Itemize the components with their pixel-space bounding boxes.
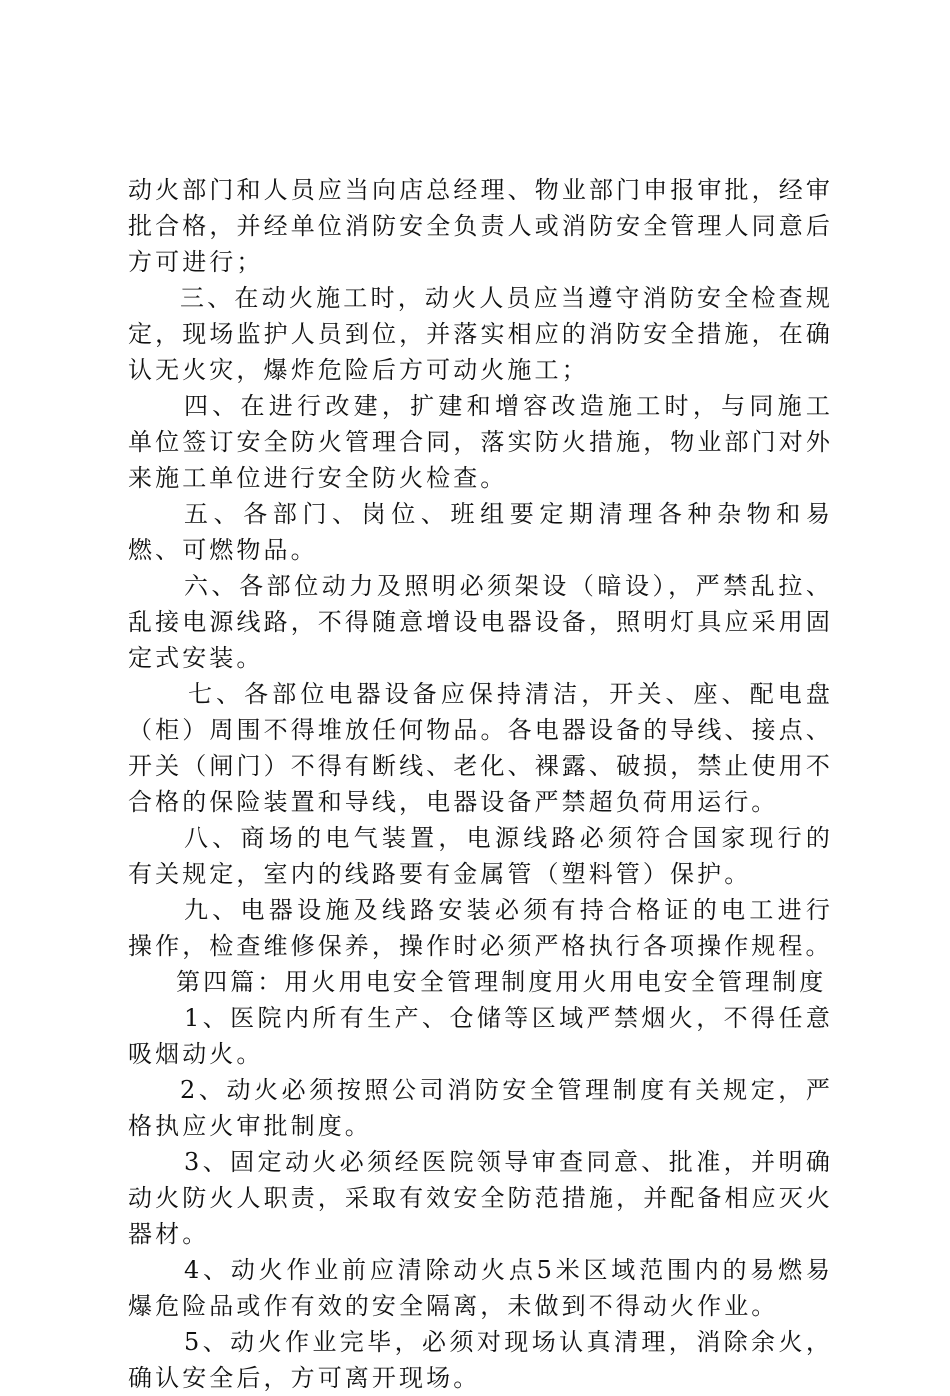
paragraph-item-3: 三、在动火施工时，动火人员应当遵守消防安全检查规定，现场监护人员到位，并落实相应的消防安全措施，在确认无火灾，爆炸危险后方可动火施工； [128, 284, 833, 384]
paragraph-item-5: 五、各部门、岗位、班组要定期清理各种杂物和易燃、可燃物品。 [128, 500, 833, 564]
rule-item-3: 3、固定动火必须经医院领导审查同意、批准，并明确动火防火人职责，采取有效安全防范措施，并配备相应灭火器材。 [128, 1148, 833, 1248]
paragraph-item-7: 七、各部位电器设备应保持清洁，开关、座、配电盘（柜）周围不得堆放任何物品。各电器设备的导线、接点、开关（闸门）不得有断线、老化、裸露、破损，禁止使用不合格的保险装置和导线，电器设备严禁超负荷用运行。 [128, 680, 833, 816]
paragraph-continuation: 动火部门和人员应当向店总经理、物业部门申报审批，经审批合格，并经单位消防安全负责人或消防安全管理人同意后方可进行； [128, 176, 833, 276]
paragraph-item-6: 六、各部位动力及照明必须架设（暗设），严禁乱拉、乱接电源线路，不得随意增设电器设备，照明灯具应采用固定式安装。 [128, 572, 833, 672]
rule-item-2: 2、动火必须按照公司消防安全管理制度有关规定，严格执应火审批制度。 [128, 1076, 833, 1140]
paragraph-item-8: 八、商场的电气装置，电源线路必须符合国家现行的有关规定，室内的线路要有金属管（塑料管）保护。 [128, 824, 833, 888]
section-heading: 第四篇：用火用电安全管理制度用火用电安全管理制度 [176, 968, 827, 996]
paragraph-item-4: 四、在进行改建，扩建和增容改造施工时，与同施工单位签订安全防火管理合同，落实防火措施，物业部门对外来施工单位进行安全防火检查。 [128, 392, 833, 492]
rule-item-1: 1、医院内所有生产、仓储等区域严禁烟火，不得任意吸烟动火。 [128, 1004, 833, 1068]
rule-item-5: 5、动火作业完毕，必须对现场认真清理，消除余火，确认安全后，方可离开现场。 [128, 1328, 833, 1392]
rule-item-4: 4、动火作业前应清除动火点5米区域范围内的易燃易爆危险品或作有效的安全隔离，未做到不得动火作业。 [128, 1256, 833, 1320]
document-body [128, 172, 833, 1396]
paragraph-item-9: 九、电器设施及线路安装必须有持合格证的电工进行操作，检查维修保养，操作时必须严格执行各项操作规程。 [128, 896, 833, 960]
